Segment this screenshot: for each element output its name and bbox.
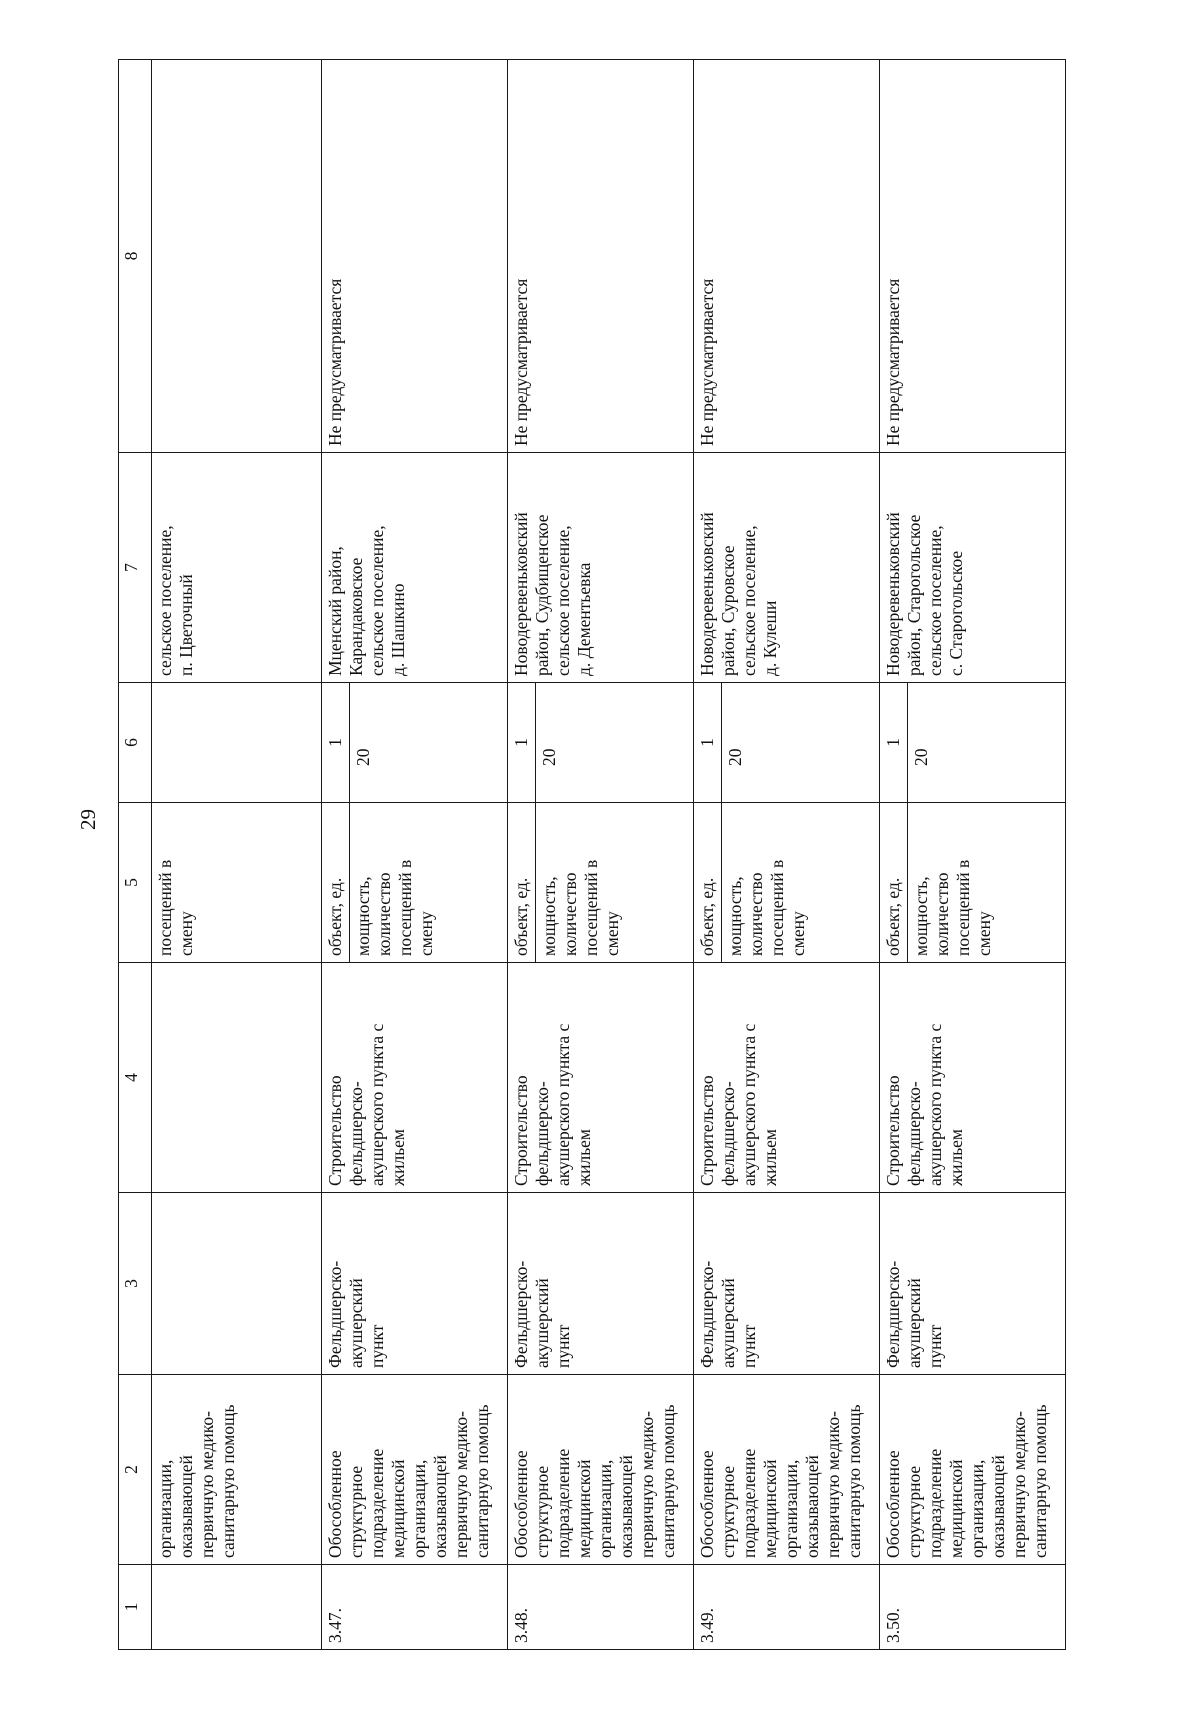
value-cell: [322, 683, 508, 803]
activity-cell: Строительство фельдшерско- акушерского пункта с жильем: [508, 963, 694, 1193]
row-number: 3.48.: [508, 1565, 694, 1650]
capacity-value: 20: [353, 748, 373, 766]
note-cell: Не предусматривается: [322, 60, 508, 453]
header-col-1: 1: [119, 1565, 152, 1650]
table-row: [322, 60, 508, 1650]
continuation-num-cell: [152, 1565, 322, 1650]
unit-capacity-label: мощность, количество посещений в смену: [911, 859, 994, 956]
continuation-row: [152, 60, 322, 1650]
unit-object-label: объект, ед.: [508, 803, 536, 962]
unit-capacity-label: мощность, количество посещений в смену: [353, 859, 436, 956]
activity-cell: Строительство фельдшерско- акушерского пункта с жильем: [880, 963, 1066, 1193]
continuation-facility-cell: [152, 1193, 322, 1375]
subdivision-cell: Обособленное структурное подразделение медицинской организации, оказывающей первичную медико- санитарную помощь: [322, 1375, 508, 1565]
continuation-note-cell: [152, 60, 322, 453]
value-cell: [508, 683, 694, 803]
capacity-value: 20: [539, 748, 559, 766]
table-row: [508, 60, 694, 1650]
facility-cell: Фельдшерско- акушерский пункт: [508, 1193, 694, 1375]
unit-object-label: объект, ед.: [694, 803, 722, 962]
unit-object-label: объект, ед.: [880, 803, 908, 962]
header-col-2: 2: [119, 1375, 152, 1565]
facility-cell: Фельдшерско- акушерский пункт: [694, 1193, 880, 1375]
table-row: [880, 60, 1066, 1650]
capacity-value: 20: [725, 748, 745, 766]
subdivision-cell: Обособленное структурное подразделение медицинской организации, оказывающей первичную медико- санитарную помощь: [508, 1375, 694, 1565]
row-number: 3.47.: [322, 1565, 508, 1650]
row-number: 3.49.: [694, 1565, 880, 1650]
location-cell: Новодеревеньковский район, Старогольское сельское поселение, с. Старогольское: [880, 453, 1066, 683]
activity-cell: Строительство фельдшерско- акушерского пункта с жильем: [694, 963, 880, 1193]
unit-cell: [694, 803, 880, 963]
unit-cell: [508, 803, 694, 963]
value-cell: [694, 683, 880, 803]
facility-table: [118, 59, 1066, 1650]
row-number: 3.50.: [880, 1565, 1066, 1650]
object-count-value: 1: [880, 683, 908, 802]
location-cell: Новодеревеньковский район, Судбищенское сельское поселение, д. Дементьевка: [508, 453, 694, 683]
value-cell: [880, 683, 1066, 803]
facility-cell: Фельдшерско- акушерский пункт: [322, 1193, 508, 1375]
facility-table-wrapper: [118, 60, 1058, 1650]
subdivision-cell: Обособленное структурное подразделение медицинской организации, оказывающей первичную медико- санитарную помощь: [694, 1375, 880, 1565]
continuation-value-cell: [152, 683, 322, 803]
header-col-6: 6: [119, 683, 152, 803]
object-count-value: 1: [322, 683, 350, 802]
header-col-5: 5: [119, 803, 152, 963]
facility-cell: Фельдшерско- акушерский пункт: [880, 1193, 1066, 1375]
note-cell: Не предусматривается: [694, 60, 880, 453]
object-count-value: 1: [694, 683, 722, 802]
unit-cell: [880, 803, 1066, 963]
continuation-unit: посещений в смену: [152, 803, 322, 963]
unit-object-label: объект, ед.: [322, 803, 350, 962]
header-row: [119, 60, 152, 1650]
note-cell: Не предусматривается: [880, 60, 1066, 453]
header-col-7: 7: [119, 453, 152, 683]
table-row: [694, 60, 880, 1650]
continuation-subdivision: организации, оказывающей первичную медико- санитарную помощь: [152, 1375, 322, 1565]
location-cell: Новодеревеньковский район, Суровское сельское поселение, д. Кулеши: [694, 453, 880, 683]
header-col-8: 8: [119, 60, 152, 453]
continuation-location: сельское поселение, п. Цветочный: [152, 453, 322, 683]
unit-capacity-label: мощность, количество посещений в смену: [539, 859, 622, 956]
unit-cell: [322, 803, 508, 963]
header-col-4: 4: [119, 963, 152, 1193]
location-cell: Мценский район, Карандаковское сельское поселение, д. Шашкино: [322, 453, 508, 683]
object-count-value: 1: [508, 683, 536, 802]
capacity-value: 20: [911, 748, 931, 766]
unit-capacity-label: мощность, количество посещений в смену: [725, 859, 808, 956]
subdivision-cell: Обособленное структурное подразделение медицинской организации, оказывающей первичную медико- санитарную помощь: [880, 1375, 1066, 1565]
activity-cell: Строительство фельдшерско- акушерского пункта с жильем: [322, 963, 508, 1193]
page-number: 29: [76, 809, 100, 830]
continuation-activity-cell: [152, 963, 322, 1193]
header-col-3: 3: [119, 1193, 152, 1375]
note-cell: Не предусматривается: [508, 60, 694, 453]
